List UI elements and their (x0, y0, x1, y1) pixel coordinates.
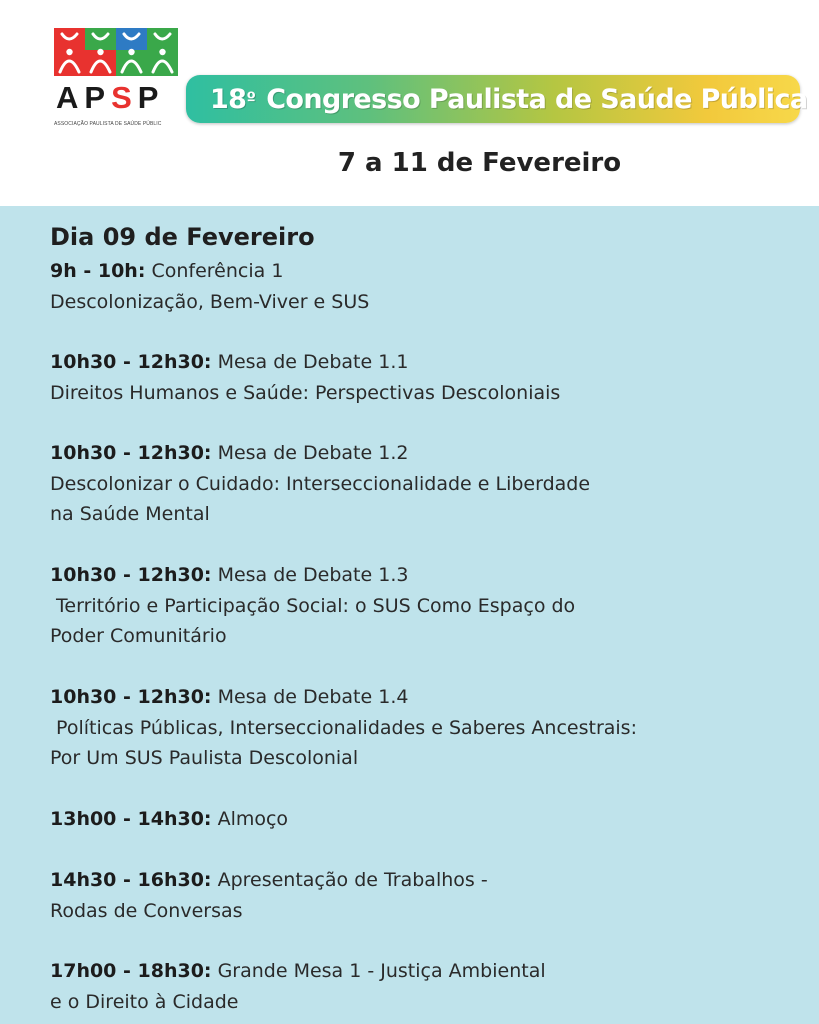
schedule-kind: Mesa de Debate 1.3 (211, 564, 409, 586)
schedule-topic-line: Descolonizar o Cuidado: Interseccionalidade e Liberdade (50, 472, 591, 495)
schedule-time: 13h00 - 14h30: (50, 808, 212, 830)
schedule-item (50, 682, 770, 774)
logo-letter-p: P (137, 80, 165, 115)
schedule-time: 10h30 - 12h30: (50, 564, 212, 586)
schedule-item (50, 256, 770, 317)
schedule-panel (0, 206, 819, 1024)
schedule-topic-line: Descolonização, Bem-Viver e SUS (50, 290, 370, 313)
event-date-range: 7 a 11 de Fevereiro (337, 148, 622, 178)
schedule-item (50, 560, 770, 652)
schedule-item (50, 347, 770, 408)
logo-subtitle: ASSOCIAÇÃO PAULISTA DE SAÚDE PÚBLIC (54, 121, 162, 127)
schedule-kind: Grande Mesa 1 - Justiça Ambiental (211, 960, 546, 982)
schedule-item (50, 438, 770, 530)
schedule-item (50, 956, 770, 1017)
banner-title-text: Congresso Paulista de Saúde Pública (266, 84, 808, 115)
schedule-topic-line: na Saúde Mental (50, 503, 210, 525)
schedule-topic-line: Políticas Públicas, Interseccionalidades e Saberes Ancestrais: (50, 716, 637, 739)
schedule-item-header (50, 804, 770, 835)
banner-title (210, 81, 807, 118)
apsp-logo-figures (54, 28, 178, 76)
congress-banner (186, 75, 808, 123)
schedule-item-header (50, 347, 770, 378)
schedule-item-header (50, 865, 770, 896)
banner-edition-mark: º (246, 89, 256, 109)
schedule-kind: Mesa de Debate 1.2 (211, 442, 409, 464)
apsp-logo-text (56, 80, 180, 116)
day-title: Dia 09 de Fevereiro (50, 223, 315, 251)
schedule-item-header (50, 560, 770, 591)
schedule-topic-line: Direitos Humanos e Saúde: Perspectivas Descoloniais (50, 381, 561, 404)
schedule-time: 14h30 - 16h30: (50, 869, 212, 891)
schedule-item-header (50, 956, 770, 987)
schedule-topic-line: Território e Participação Social: o SUS Como Espaço do (50, 594, 576, 617)
schedule-time: 9h - 10h: (50, 260, 146, 282)
banner-edition: 18 (210, 84, 247, 115)
people-logo-icon (54, 28, 178, 76)
schedule-item-header (50, 256, 770, 287)
schedule-kind: Apresentação de Trabalhos - (211, 869, 488, 891)
schedule-item (50, 865, 770, 926)
schedule-time: 10h30 - 12h30: (50, 442, 212, 464)
schedule-kind: Mesa de Debate 1.1 (211, 351, 409, 373)
schedule-item-header (50, 682, 770, 713)
schedule-topic-line: Por Um SUS Paulista Descolonial (50, 747, 359, 769)
logo-letters-ap: AP (56, 80, 112, 115)
schedule-kind: Mesa de Debate 1.4 (211, 686, 409, 708)
schedule-time: 10h30 - 12h30: (50, 351, 212, 373)
page-header (0, 0, 819, 206)
schedule-time: 17h00 - 18h30: (50, 960, 212, 982)
schedule-item (50, 804, 770, 835)
schedule-kind: Almoço (211, 808, 289, 830)
logo-letter-s: S (111, 80, 138, 115)
schedule-time: 10h30 - 12h30: (50, 686, 212, 708)
schedule-kind: Conferência 1 (145, 260, 284, 282)
schedule-topic-line: Rodas de Conversas (50, 899, 243, 922)
schedule-item-header (50, 438, 770, 469)
schedule-topic-line: Poder Comunitário (50, 625, 227, 647)
schedule-topic-line: e o Direito à Cidade (50, 990, 239, 1013)
